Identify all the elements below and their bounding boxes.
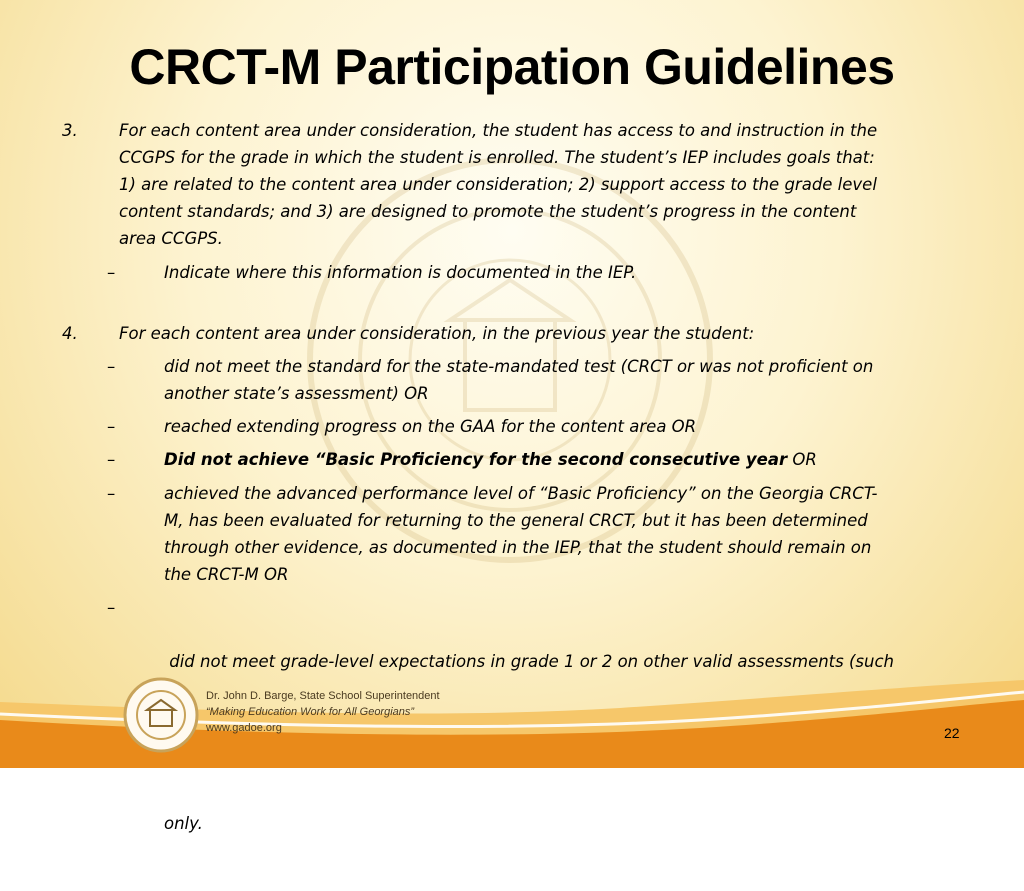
superintendent-line: Dr. John D. Barge, State School Superintendent	[206, 690, 440, 702]
sub-item-text	[164, 353, 964, 407]
bullet-dash: –	[107, 450, 116, 469]
bullet-dash: –	[107, 484, 116, 503]
text-line: achieved the advanced performance level of “Basic Proficiency” on the Georgia CRCT-	[164, 484, 878, 503]
item-number: 4.	[62, 324, 78, 343]
text-line: area CCGPS.	[119, 229, 223, 248]
slide-title: CRCT-M Participation Guidelines	[129, 39, 895, 95]
sub-item-text: Indicate where this information is documented in the IEP.	[164, 263, 637, 282]
text-line: content standards; and 3) are designed to promote the student’s progress in the content	[119, 202, 857, 221]
plain-text: OR	[787, 450, 817, 469]
text-line: 1) are related to the content area under consideration; 2) support access to the grade level	[119, 175, 877, 194]
motto-line: “Making Education Work for All Georgians”	[206, 706, 415, 718]
footer-text	[206, 688, 440, 736]
item-number: 3.	[62, 121, 78, 140]
text-line: did not meet grade-level expectations in grade 1 or 2 on other valid assessments (such	[164, 652, 895, 671]
sub-item-text	[164, 446, 964, 473]
website-line: www.gadoe.org	[206, 722, 282, 734]
text-line: M, has been evaluated for returning to the general CRCT, but it has been determined	[164, 511, 868, 530]
text-line: the CRCT-M OR	[164, 565, 289, 584]
item-4-text: For each content area under consideration, in the previous year the student:	[119, 324, 755, 343]
bullet-dash: –	[107, 598, 116, 617]
text-line: did not meet the standard for the state-mandated test (CRCT or was not proficient on	[164, 357, 874, 376]
department-logo-icon	[122, 676, 200, 754]
bullet-dash: –	[107, 263, 116, 282]
bold-text: Did not achieve “Basic Proficiency for the second consecutive year	[164, 450, 788, 469]
text-line: another state’s assessment) OR	[164, 384, 429, 403]
bullet-dash: –	[107, 417, 116, 436]
sub-item-text	[164, 480, 964, 588]
page-number: 22	[944, 725, 960, 741]
text-line: only.	[164, 814, 203, 833]
sub-item-text: reached extending progress on the GAA for the content area OR	[164, 417, 697, 436]
text-line: For each content area under consideration, the student has access to and instruction in the	[119, 121, 878, 140]
text-line: CCGPS for the grade in which the student is enrolled. The student’s IEP includes goals that:	[119, 148, 875, 167]
item-3-text	[119, 117, 969, 252]
text-line: through other evidence, as documented in the IEP, that the student should remain on	[164, 538, 872, 557]
bullet-dash: –	[107, 357, 116, 376]
